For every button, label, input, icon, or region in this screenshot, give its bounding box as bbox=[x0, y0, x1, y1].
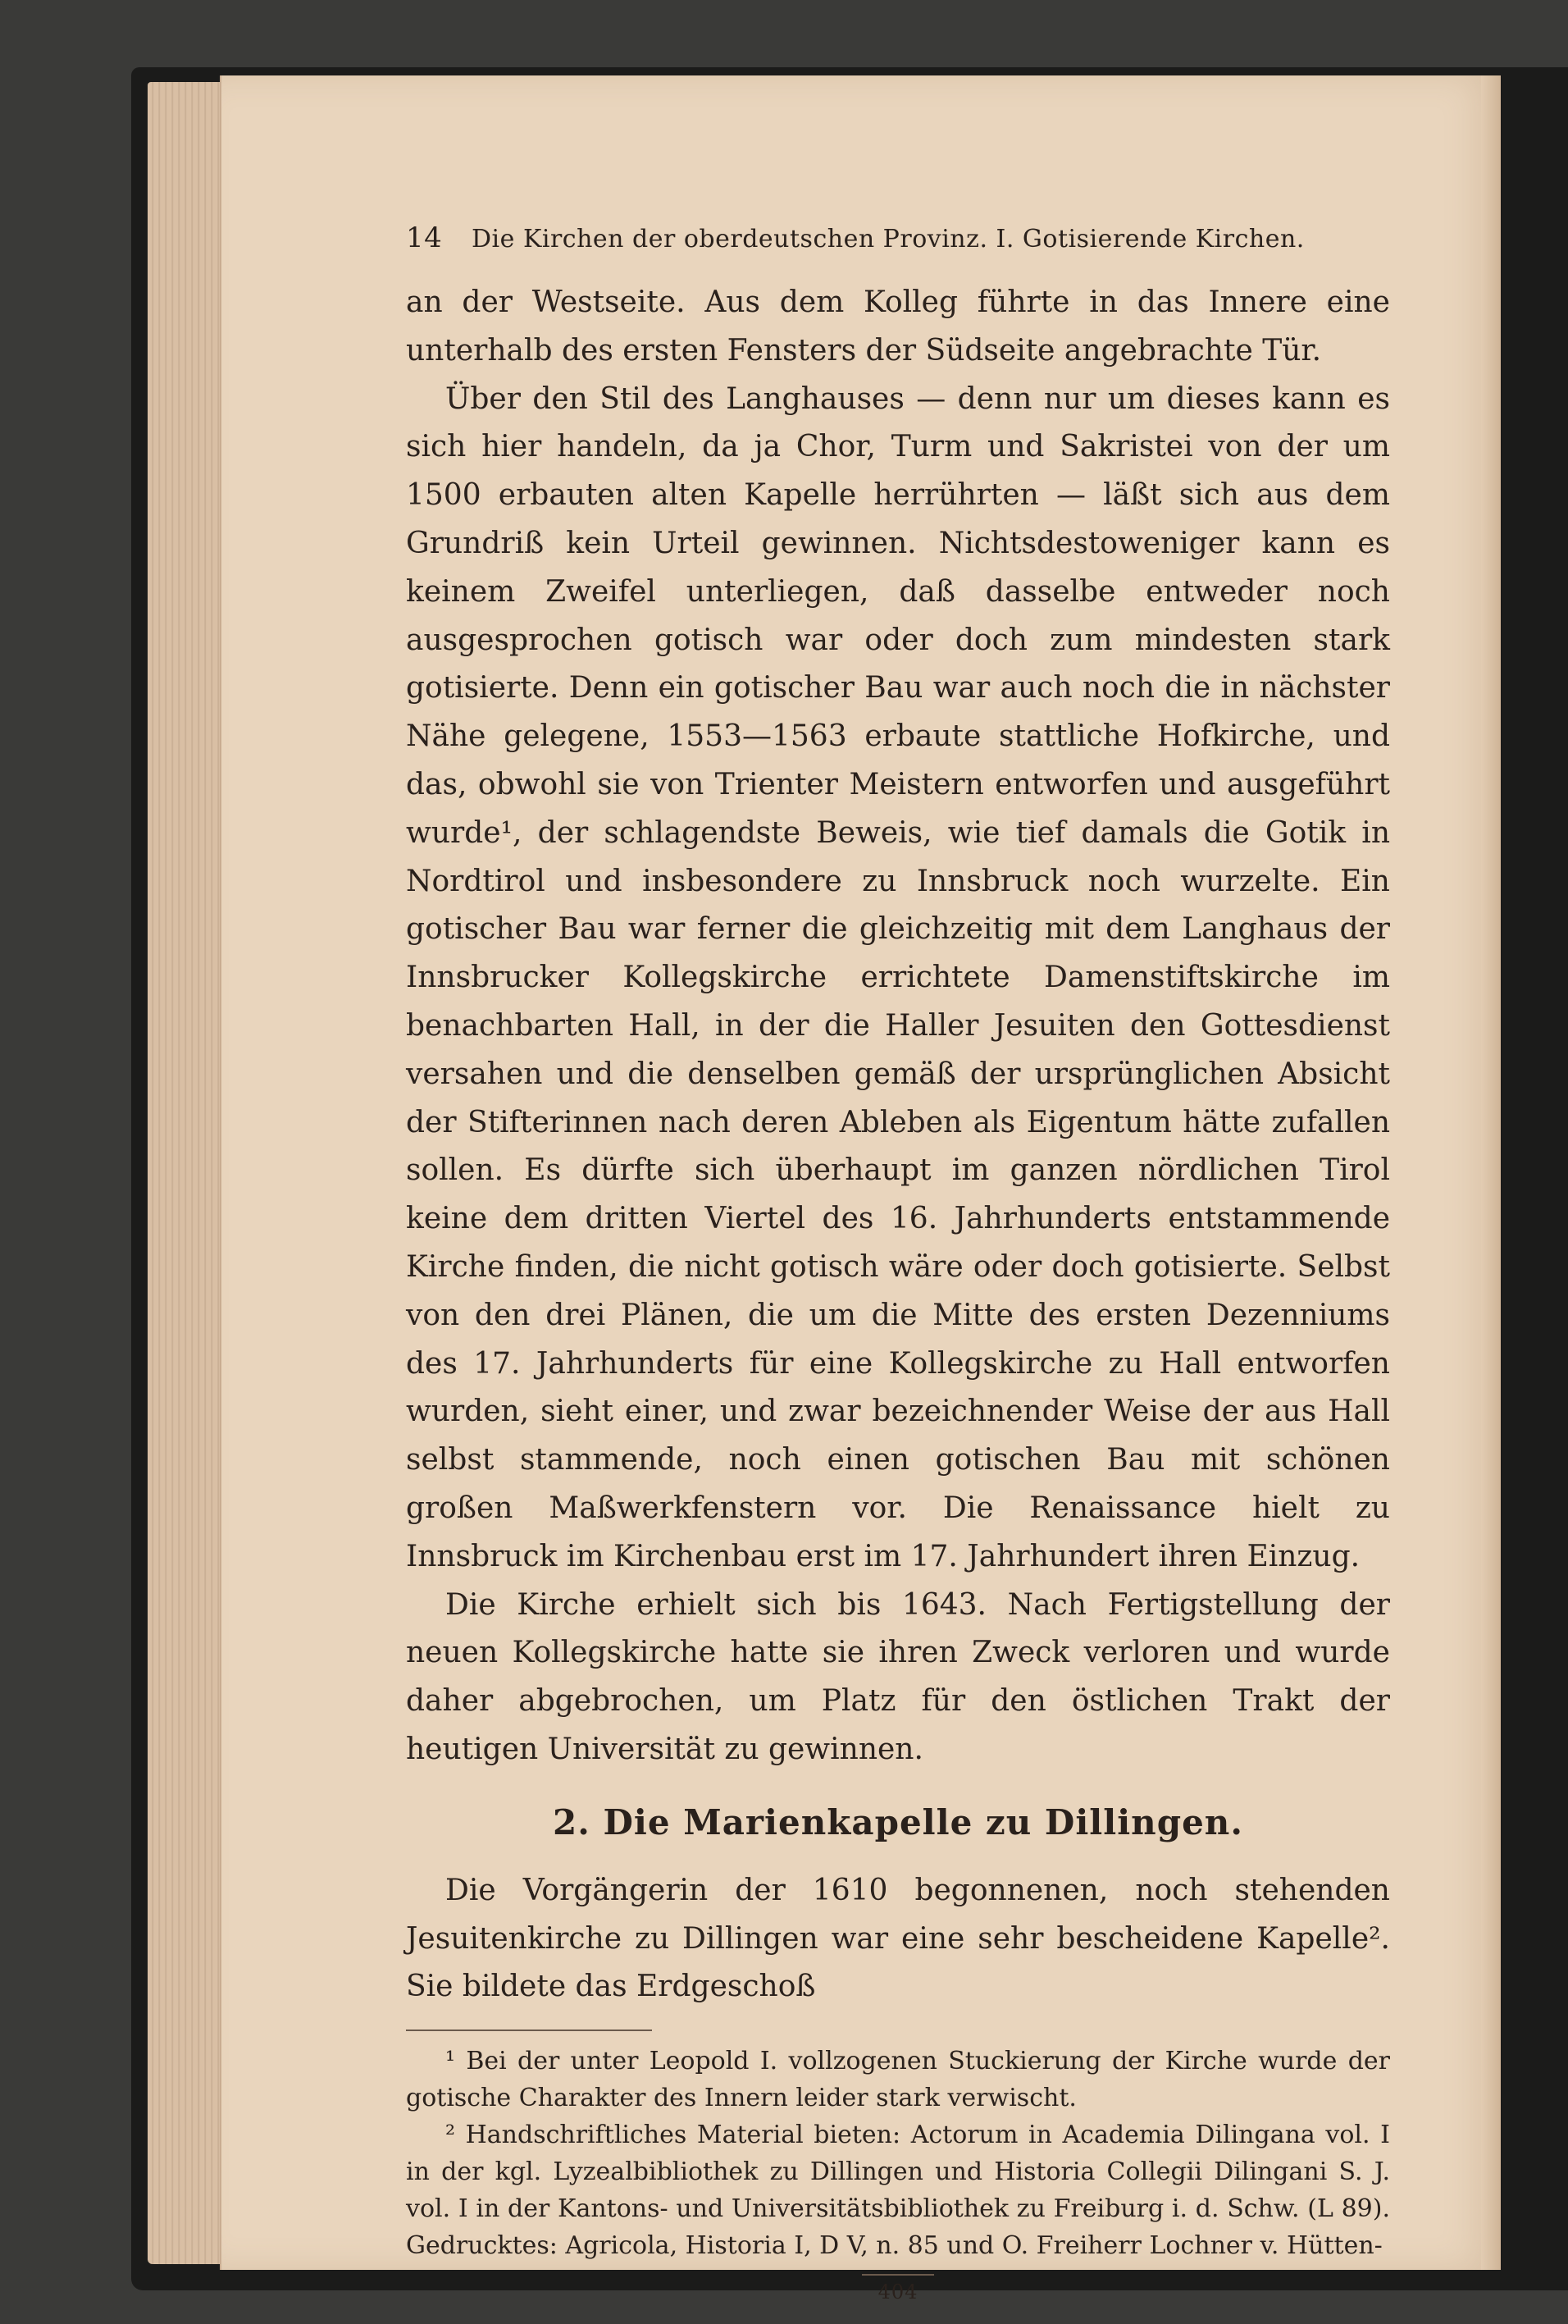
footnote: ¹ Bei der unter Leopold I. vollzogenen Stuckierung der Kirche wurde der gotische Charakter des Innern leider stark verwischt. bbox=[406, 2047, 1390, 2113]
page-content bbox=[406, 221, 1390, 2303]
paragraph: Die Vorgängerin der 1610 begonnenen, noch stehenden Jesuitenkirche zu Dillingen war eine sehr bescheidene Kapelle². Sie bildete das Erdgeschoß bbox=[406, 1873, 1390, 2004]
paragraph: an der Westseite. Aus dem Kolleg führte in das Innere eine unterhalb des ersten Fensters der Südseite angebrachte Tür. bbox=[406, 285, 1390, 368]
book-page bbox=[220, 75, 1501, 2304]
running-title: Die Kirchen der oberdeutschen Provinz. I. Gotisierende Kirchen. bbox=[472, 225, 1305, 253]
signature-number: 404 bbox=[862, 2274, 935, 2303]
page-number: 14 bbox=[406, 221, 443, 254]
paragraph: Die Kirche erhielt sich bis 1643. Nach Fertigstellung der neuen Kollegskirche hatte sie ihren Zweck verloren und wurde daher abgebrochen, um Platz für den östlichen Trakt der heutigen Universität zu gewinnen. bbox=[406, 1587, 1390, 1766]
footnote-rule bbox=[406, 2030, 652, 2031]
running-head bbox=[406, 221, 1390, 263]
page-gutter bbox=[1481, 75, 1501, 2270]
section-heading: 2. Die Marienkapelle zu Dillingen. bbox=[553, 1801, 1243, 1842]
printer-signature bbox=[406, 2274, 1390, 2303]
footnotes bbox=[406, 2043, 1390, 2264]
section-body bbox=[406, 1867, 1390, 2011]
footnote: ² Handschriftliches Material bieten: Actorum in Academia Dilingana vol. I in der kgl. Lyzealbibliothek zu Dillingen und Historia Collegii Dilingani S. J. vol. I in der Kantons- und Universitätsbibliothek zu Freiburg i. d. Schw. (L 89). Gedrucktes: Agricola, Historia I, D V, n. 85 und O. Freiherr Lochner v. Hütten- bbox=[406, 2121, 1390, 2261]
body-text bbox=[406, 279, 1390, 1774]
paragraph: Über den Stil des Langhauses — denn nur um dieses kann es sich hier handeln, da ja Chor, Turm und Sakristei von der um 1500 erbauten alten Kapelle herrührten — läßt sich aus dem Grundriß kein Urteil gewinnen. Nichtsdestoweniger kann es keinem Zweifel unterliegen, daß dasselbe entweder noch ausgesprochen gotisch war oder doch zum mindesten stark gotisierte. Denn ein gotischer Bau war auch noch die in nächster Nähe gelegene, 1553—1563 erbaute stattliche Hofkirche, und das, obwohl sie von Trienter Meistern entworfen und ausgeführt wurde¹, der schlagendste Beweis, wie tief damals die Gotik in Nordtirol und insbesondere zu Innsbruck noch wurzelte. Ein gotischer Bau war ferner die gleichzeitig mit dem Langhaus der Innsbrucker Kollegskirche errichtete Damenstiftskirche im benachbarten Hall, in der die Haller Jesuiten den Gottesdienst versahen und die denselben gemäß der ursprünglichen Absicht der Stifterinnen nach deren Ableben als Eigentum hätte zufallen sollen. Es dürfte sich überhaupt im ganzen nördlichen Tirol keine dem dritten Viertel des 16. Jahrhunderts entstammende Kirche finden, die nicht gotisch wäre oder doch gotisierte. Selbst von den drei Plänen, die um die Mitte des ersten Dezenniums des 17. Jahrhunderts für eine Kollegskirche zu Hall entworfen wurden, sieht einer, und zwar bezeichnender Weise der aus Hall selbst stammende, noch einen gotischen Bau mit schönen großen Maßwerkfenstern vor. Die Renaissance hielt zu Innsbruck im Kirchenbau erst im 17. Jahrhundert ihren Einzug. bbox=[406, 381, 1390, 1573]
